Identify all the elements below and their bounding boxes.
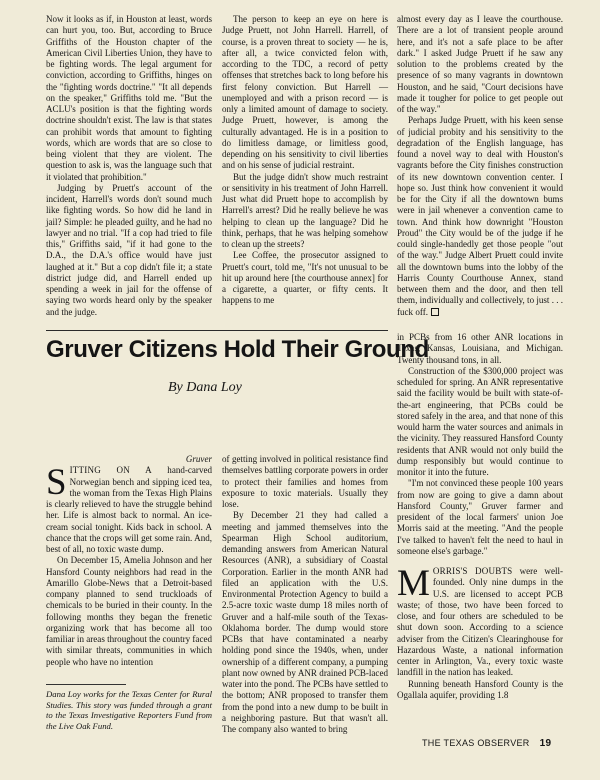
paragraph: of getting involved in political resistance find themselves battling corporate powers in order to protect their families and homes from exposure to toxic materials. Usually they lose. bbox=[222, 454, 388, 509]
paragraph: By December 21 they had called a meeting and jammed themselves into the Spearman High School auditorium, demanding answers from American Natural Resources (ANR), a subsidiary of Coastal Corporation. Earlier in the month ANR had filed an application with the U.S. Environmental Protection Agency to build a 2.5-acre toxic waste dump 18 miles north of Gruver and a half-mile south of the Texas-Oklahoma border. The dump would store PCBs that have contaminated a nearby holding pond since the 1940s, when, under ownership of a different company, a pumping plant now owned by ANR drained PCB-laced water into the pond. The PCBs have settled to the bottom; ANR proposed to transfer them from the pond into a new dump to be built in a neighboring pasture. But that wasn't all. The company also wanted to bring bbox=[222, 510, 388, 734]
paragraph: On December 15, Amelia Johnson and her Hansford County neighbors had read in the Amarillo Globe-News that a Detroit-based company planned to send truckloads of chemicals to be buried in their county. In the following months they began the frenetic organizing work that has become all too familiar in areas throughout the country faced with similar threats, communities in which people who have no intention bbox=[46, 555, 212, 667]
article-byline: By Dana Loy bbox=[168, 380, 242, 395]
article-headline: Gruver Citizens Hold Their Ground bbox=[46, 336, 429, 363]
bio-divider bbox=[46, 684, 126, 685]
top-article-column-1 bbox=[46, 14, 212, 318]
paragraph: Construction of the $300,000 project was scheduled for spring. An ANR representative said the facility would be built with state-of-the-art engineering, that PCBs could be stored safely in the area, and that none of this would harm the water sources and animals in the vicinity. They reassured Hansford County residents that ANR would not only build the dump responsibly but would continue to monitor it into the future. bbox=[397, 365, 563, 477]
paragraph: The person to keep an eye on here is Judge Pruett, not John Harrell. Harrell, of course, is a proven threat to society — he is, after all, a twice convicted felon with, according to the TDC, a record of petty offenses that stretches back to long before his first felony conviction. But Harrell — unemployed and with a prison record — is only a limited amount of damage to society. Judge Pruett, however, is among the culturally advantaged. He is in a position to do limitless damage, or limitless good, depending on his sensitivity to civil liberties and on his sense of judicial restraint. bbox=[222, 14, 388, 171]
paragraph: Judging by Pruett's account of the incident, Harrell's words don't sound much like fighting words. So how did he land in jail? Simple: he pleaded guilty, and he had no lawyer and no trial. "If a cop had tried to file this," Griffiths said, "if it had gone to the D.A., the D.A.'s office would have just laughed at it." But a cop didn't file it; a state district judge did, and Harrell ended up spending a week in jail for the offense of saying two words heard only by the speaker and the judge. bbox=[46, 182, 212, 317]
paragraph bbox=[397, 115, 563, 318]
paragraph: "I'm not convinced these people 100 years from now are going to give a damn about Hansford County," Gruver farmer and president of the local farmers' union Joe Morris said at the meeting. "And the people I've talked to haven't felt the need to haul in someone else's garbage." bbox=[397, 478, 563, 556]
section-paragraph bbox=[397, 563, 563, 679]
top-article-column-3 bbox=[397, 14, 563, 318]
drop-cap: M bbox=[397, 563, 430, 604]
paragraph: Lee Coffee, the prosecutor assigned to Pruett's court, told me, "It's not unusual to be hit up around here [the courthouse annex] for a cigarette, a quarter, or fifty cents. It happens to me bbox=[222, 250, 388, 306]
paragraph: But the judge didn't show much restraint or sensitivity in his treatment of John Harrell. Just what did Pruett hope to accomplish by Harrell's arrest? Did he really believe he was helping to clean up the language? Did he think, perhaps, that he was helping somehow to clean up the streets? bbox=[222, 171, 388, 249]
page-number: 19 bbox=[539, 738, 552, 749]
dateline: Gruver bbox=[185, 454, 212, 464]
paragraph: Now it looks as if, in Houston at least, words can hurt you, too. But, according to Bruce Griffiths of the Houston chapter of the American Civil Liberties Union, they have to be fighting words. The legal argument for conviction, according to Griffiths, hinges on the "fighting words doctrine." "It all depends on the speaker," Griffiths told me. "But the ACLU's position is that the fighting words doctrine shouldn't exist. The law is that states can prohibit words that amount to fighting words, which are words that are so close to being violent that they are violent. The question to ask is, was the language such that it violated that prohibition." bbox=[46, 14, 212, 182]
page-footer bbox=[422, 738, 551, 749]
top-article-column-2 bbox=[222, 14, 388, 307]
paragraph-text: Perhaps Judge Pruett, with his keen sense of judicial probity and his sensitivity to the degradation of the English language, has found a novel way to deal with Houston's vagrants before the City finishes construction of its new downtown convention center. I hope so. Just think how convenient it would be for the City if all the downtown bums were in jail whenever a convention came to town. And think how downright "Houston Proud" the City would be of the judge if he could single-handedly get those people "out of the way." Judge Albert Pruett could invite all the downtown bums into the lobby of the Harris County Courthouse Annex, stand between them and the door, and then tell them, individually and collectively, to just . . . fuck off. bbox=[397, 115, 563, 317]
section-divider bbox=[46, 330, 388, 331]
lead-paragraph bbox=[46, 462, 213, 555]
publication-name: THE TEXAS OBSERVER bbox=[422, 738, 530, 748]
article-column-2 bbox=[222, 454, 388, 735]
paragraph-text: were well-founded. Only nine dumps in the U.S. are licensed to accept PCB waste; of those, two have been forced to close, and four others are scheduled to be shut down soon. According to a science adviser from the Citizen's Clearinghouse for Hazardous Waste, a national information center in Arlington, Va., every toxic waste landfill in the nation has leaked. bbox=[397, 566, 563, 678]
paragraph: almost every day as I leave the courthouse. There are a lot of transient people around here, and it's not a safe place to be after dark." I asked Judge Pruett if he saw any solution to the problems created by the presence of so many vagrants in downtown Houston, and he said, "Court decisions have made it tougher for police to get people out of the way." bbox=[397, 14, 563, 114]
run-in-text: ORRIS'S DOUBTS bbox=[432, 566, 513, 576]
run-in-text: ITTING ON A bbox=[69, 465, 152, 476]
paragraph-text: hand-carved Norwegian bench and sipping iced tea, the woman from the Texas High Plains is clearly relieved to have the struggle behind her. Life is almost back to normal. An ice-cream social tonight. Kids back in school. A chance that the crops will get some rain. And, best of all, no toxic waste dump. bbox=[46, 465, 213, 554]
end-mark-icon bbox=[431, 308, 439, 316]
author-bio: Dana Loy works for the Texas Center for Rural Studies. This story was funded through a grant to the Texas Investigative Reporters Fund from the Live Oak Fund. bbox=[46, 689, 212, 732]
article-column-3 bbox=[397, 332, 563, 701]
paragraph: in PCBs from 16 other ANR locations in Texas, Kansas, Louisiana, and Michigan. Twenty thousand tons, in all. bbox=[397, 332, 563, 365]
article-column-1 bbox=[46, 454, 212, 668]
paragraph: Running beneath Hansford County is the Ogallala aquifer, providing 1.8 bbox=[397, 678, 563, 700]
drop-cap: S bbox=[46, 462, 67, 504]
